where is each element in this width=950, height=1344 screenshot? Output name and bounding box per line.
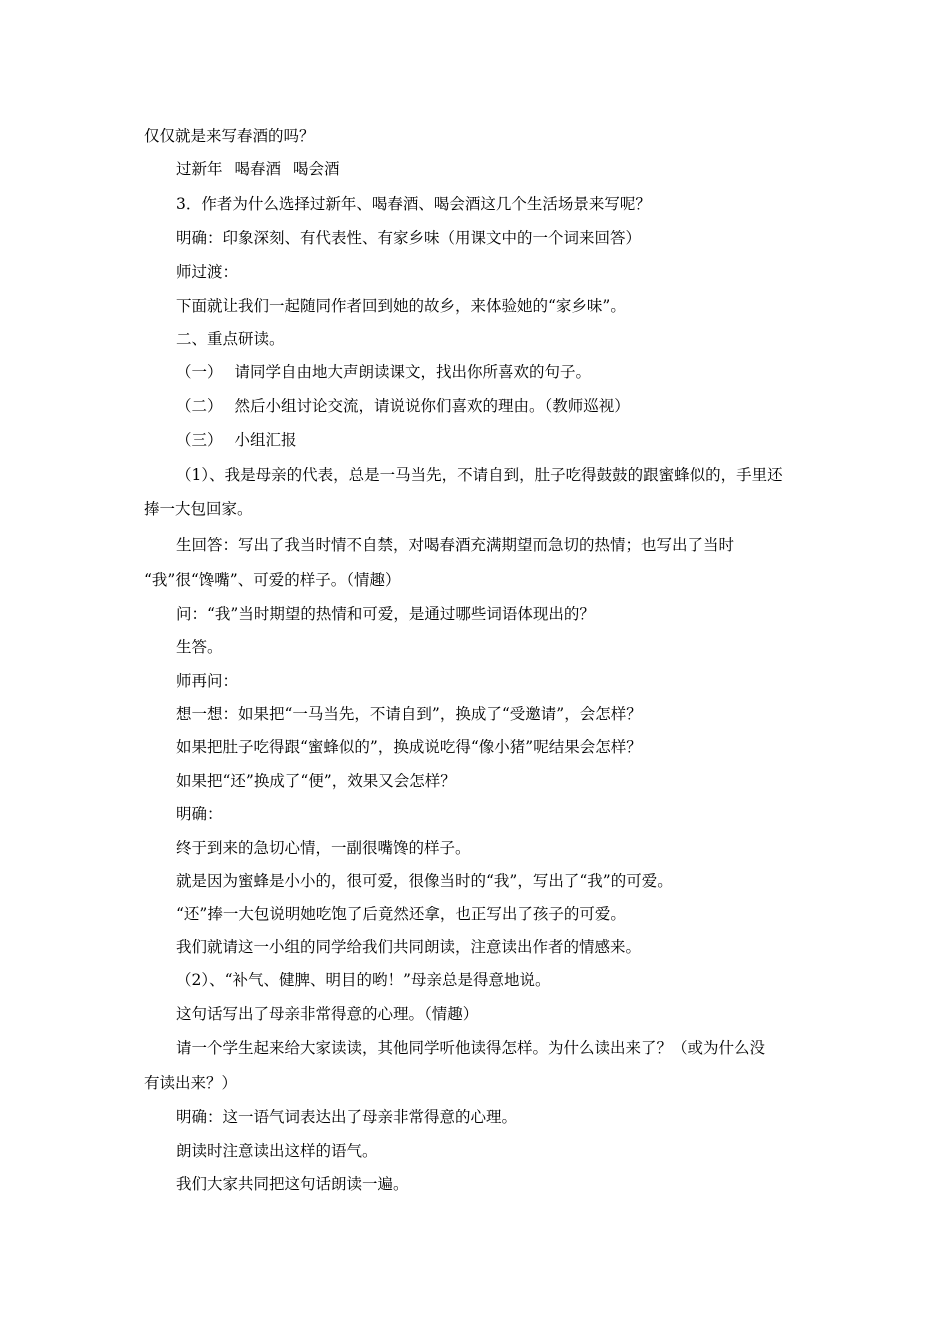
- text-line: [176, 159, 340, 179]
- text-line: 师再问：: [176, 672, 239, 690]
- text-line: [176, 362, 591, 382]
- text-line: 二、重点研读。: [176, 330, 285, 348]
- text-line: 下面就让我们一起随同作者回到她的故乡，来体验她的“家乡味”。: [176, 297, 626, 315]
- text-line: “还”捧一大包说明她吃饱了后竟然还拿，也正写出了孩子的可爱。: [176, 905, 626, 923]
- text-line: 有读出来？）: [144, 1074, 238, 1092]
- phrase: 喝会酒: [293, 160, 340, 178]
- text-line: 想一想：如果把“一马当先，不请自到”，换成了“受邀请”，会怎样？: [176, 705, 642, 723]
- phrase: 过新年: [176, 160, 223, 178]
- item-number: （一）: [176, 363, 223, 381]
- text-line: 我们大家共同把这句话朗读一遍。: [176, 1175, 409, 1193]
- item-text: 小组汇报: [234, 431, 297, 449]
- text-line: 师过渡：: [176, 263, 239, 281]
- text-line: 生回答：写出了我当时情不自禁，对喝春酒充满期望而急切的热情；也写出了当时: [176, 536, 735, 554]
- text-line: 我们就请这一小组的同学给我们共同朗读，注意读出作者的情感来。: [176, 938, 642, 956]
- text-line: （2）、“补气、健脾、明目的哟！”母亲总是得意地说。: [176, 971, 551, 989]
- text-line: 问：“我”当时期望的热情和可爱，是通过哪些词语体现出的？: [176, 605, 595, 623]
- text-line: 朗读时注意读出这样的语气。: [176, 1142, 378, 1160]
- text-line: 如果把肚子吃得跟“蜜蜂似的”，换成说吃得“像小猪”呢结果会怎样？: [176, 738, 642, 756]
- text-line: 明确：印象深刻、有代表性、有家乡味（用课文中的一个词来回答）: [176, 229, 642, 247]
- text-line: [176, 430, 297, 450]
- text-line: 捧一大包回家。: [144, 500, 253, 518]
- item-number: （二）: [176, 397, 223, 415]
- text-line: 终于到来的急切心情，一副很嘴馋的样子。: [176, 839, 471, 857]
- item-number: （三）: [176, 431, 223, 449]
- text-line: （1）、我是母亲的代表，总是一马当先，不请自到，肚子吃得鼓鼓的跟蜜蜂似的，手里还: [176, 466, 783, 484]
- item-text: 然后小组讨论交流，请说说你们喜欢的理由。（教师巡视）: [234, 397, 630, 415]
- text-line: “我”很“馋嘴”、可爱的样子。（情趣）: [144, 571, 401, 589]
- text-line: 就是因为蜜蜂是小小的，很可爱，很像当时的“我”，写出了“我”的可爱。: [176, 872, 673, 890]
- text-line: 明确：这一语气词表达出了母亲非常得意的心理。: [176, 1108, 518, 1126]
- text-line: 生答。: [176, 638, 223, 656]
- item-text: 请同学自由地大声朗读课文，找出你所喜欢的句子。: [234, 363, 592, 381]
- text-line: 3．作者为什么选择过新年、喝春酒、喝会酒这几个生活场景来写呢？: [176, 195, 651, 213]
- text-line: 明确：: [176, 805, 223, 823]
- text-line: [176, 396, 630, 416]
- text-line: 这句话写出了母亲非常得意的心理。（情趣）: [176, 1005, 479, 1023]
- text-line: 请一个学生起来给大家读读，其他同学听他读得怎样。为什么读出来了？（或为什么没: [176, 1039, 766, 1057]
- text-line: 仅仅就是来写春酒的吗？: [144, 127, 315, 145]
- text-line: 如果把“还”换成了“便”，效果又会怎样？: [176, 772, 456, 790]
- phrase: 喝春酒: [234, 160, 282, 178]
